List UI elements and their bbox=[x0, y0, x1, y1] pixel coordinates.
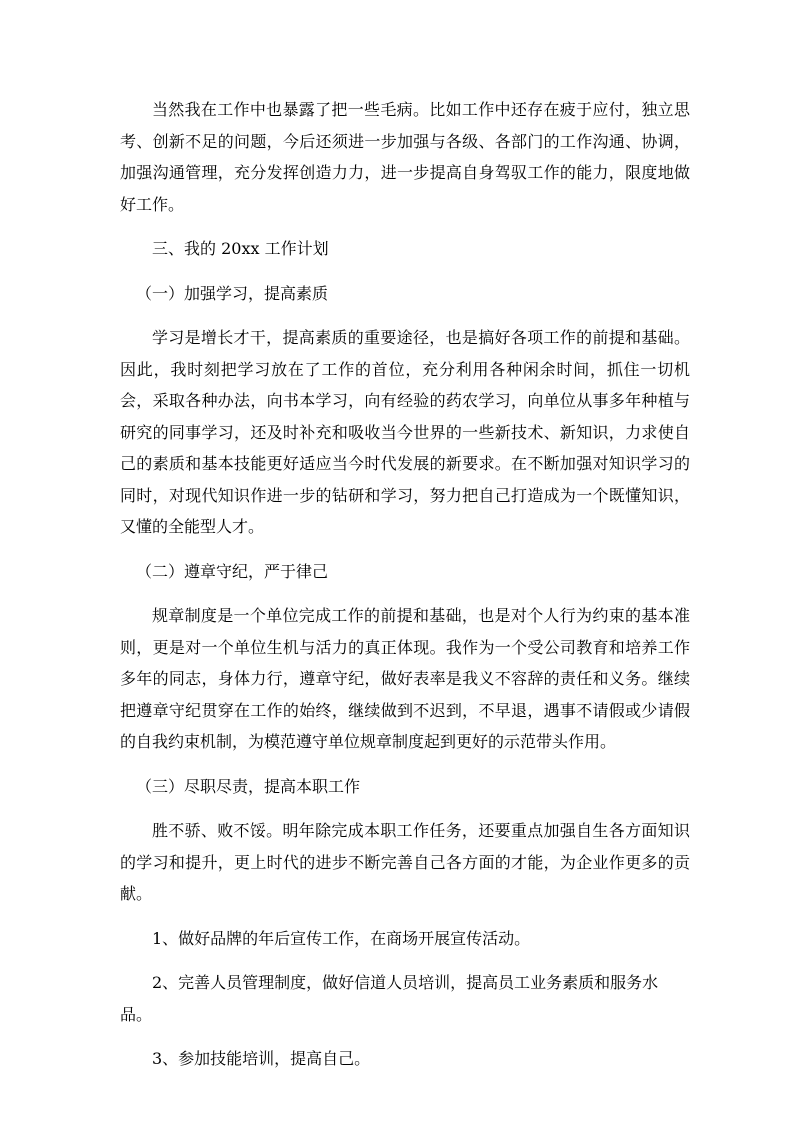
paragraph-shortcomings: 当然我在工作中也暴露了把一些毛病。比如工作中还存在疲于应付，独立思考、创新不足的问题，今后还须进一步加强与各级、各部门的工作沟通、协调，加强沟通管理，充分发挥创造力力，进一步提高自身驾驭工作的能力，限度地做好工作。 bbox=[120, 100, 690, 214]
section-heading-work-plan: 三、我的 20xx 工作计划 bbox=[152, 239, 329, 258]
paragraph-discipline: 规章制度是一个单位完成工作的前提和基础，也是对个人行为约束的基本准则，更是对一个单位生机与活力的真正体现。我作为一个受公司教育和培养工作多年的同志，身体力行，遵章守纪，做好表率是我义不容辞的责任和义务。继续把遵章守纪贯穿在工作的始终，继续做到不迟到，不早退，遇事不请假或少请假的自我约束机制，为模范遵守单位规章制度起到更好的示范带头作用。 bbox=[120, 606, 690, 751]
list-item-1: 1、做好品牌的年后宣传工作，在商场开展宣传活动。 bbox=[152, 928, 531, 948]
subheading-duty: （三）尽职尽责，提高本职工作 bbox=[136, 776, 361, 796]
subheading-discipline: （二）遵章守纪，严于律己 bbox=[136, 561, 329, 581]
list-item-2: 2、完善人员管理制度，做好信道人员培训，提高员工业务素质和服务水品。 bbox=[120, 973, 659, 1024]
list-item-3: 3、参加技能培训，提高自己。 bbox=[152, 1049, 371, 1068]
paragraph-study: 学习是增长才干，提高素质的重要途径，也是搞好各项工作的前提和基础。因此，我时刻把学习放在了工作的首位，充分利用各种闲余时间，抓住一切机会，采取各种办法，向书本学习，向有经验的药农学习，向单位从事多年种植与研究的同事学习，还及时补充和吸收当今世界的一些新技术、新知识，力求使自己的素质和基本技能更好适应当今时代发展的新要求。在不断加强对知识学习的同时，对现代知识作进一步的钻研和学习，努力把自己打造成为一个既懂知识，又懂的全能型人才。 bbox=[120, 328, 690, 536]
subheading-study: （一）加强学习，提高素质 bbox=[136, 283, 329, 303]
paragraph-duty: 胜不骄、败不馁。明年除完成本职工作任务，还要重点加强自生各方面知识的学习和提升，更上时代的进步不断完善自己各方面的才能，为企业作更多的贡献。 bbox=[120, 821, 690, 903]
document-body bbox=[120, 94, 690, 1088]
